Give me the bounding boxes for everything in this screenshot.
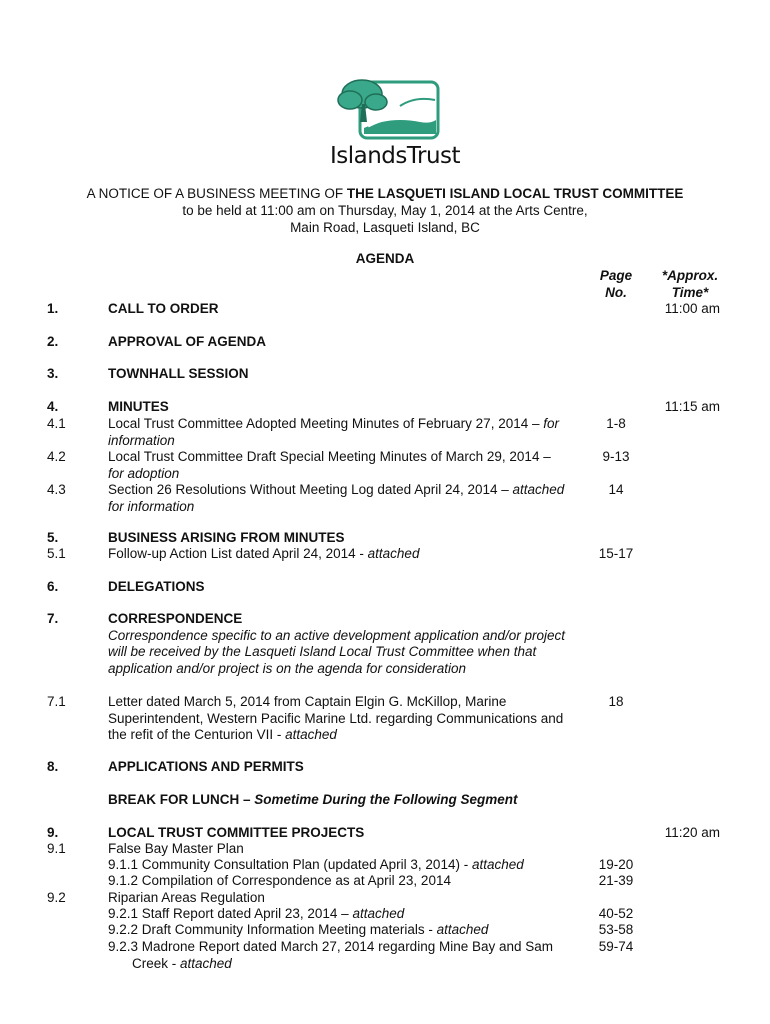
- item-status: attached: [436, 922, 489, 937]
- correspondence-note-line3: application and/or project is on the agenda for consideration: [108, 660, 466, 676]
- item-text: 9.2.1 Staff Report dated April 23, 2014 –: [108, 906, 353, 921]
- lunch-break-note: [108, 792, 588, 809]
- item-9-1-title: False Bay Master Plan: [108, 841, 244, 856]
- item-text: Local Trust Committee Draft Special Meeting Minutes of March 29, 2014 –: [108, 449, 551, 464]
- item-delegations: DELEGATIONS: [108, 579, 205, 594]
- committee-name: THE LASQUETI ISLAND LOCAL TRUST COMMITTEE: [346, 186, 684, 201]
- item-text: Local Trust Committee Adopted Meeting Minutes of February 27, 2014 –: [108, 416, 544, 431]
- item-status: attached: [512, 482, 565, 497]
- item-9-2-2: [108, 922, 588, 939]
- item-number: 4.: [47, 399, 59, 414]
- item-status-cont: for information: [108, 498, 195, 514]
- item-minutes: MINUTES: [108, 399, 169, 414]
- meeting-notice-line2: to be held at 11:00 am on Thursday, May 1, 2014 at the Arts Centre,: [182, 203, 588, 218]
- page-column-header: [590, 268, 642, 301]
- item-9-1-1: [108, 857, 588, 874]
- item-number: 1.: [47, 301, 59, 316]
- item-business-arising: BUSINESS ARISING FROM MINUTES: [108, 530, 345, 545]
- item-applications-permits: APPLICATIONS AND PERMITS: [108, 759, 304, 774]
- item-approval-of-agenda: APPROVAL OF AGENDA: [108, 334, 267, 349]
- item-status: attached: [367, 546, 420, 561]
- item-status-cont: information: [108, 432, 175, 448]
- item-number: 4.3: [47, 482, 66, 497]
- item-page: 1-8: [606, 416, 626, 431]
- item-text: Section 26 Resolutions Without Meeting Log dated April 24, 2014 –: [108, 482, 513, 497]
- item-status: for: [543, 416, 560, 431]
- item-number: 9.2: [47, 890, 66, 905]
- item-page: 59-74: [598, 939, 634, 954]
- item-ltc-projects: LOCAL TRUST COMMITTEE PROJECTS: [108, 825, 365, 840]
- item-number: 5.1: [47, 546, 66, 561]
- item-status: attached: [180, 955, 232, 971]
- item-number: 5.: [47, 530, 59, 545]
- item-4-3-description: [108, 482, 588, 515]
- item-page: 53-58: [598, 922, 634, 937]
- item-number: 9.1: [47, 841, 66, 856]
- item-title: CORRESPONDENCE: [108, 611, 243, 626]
- agenda-heading: AGENDA: [355, 251, 415, 266]
- item-correspondence: [108, 611, 588, 677]
- item-text-line2: Superintendent, Western Pacific Marine Ltd. regarding Communications and: [108, 710, 564, 726]
- item-9-2-3: [108, 939, 588, 972]
- page-header-line2: No.: [605, 284, 627, 300]
- item-townhall-session: TOWNHALL SESSION: [108, 366, 249, 381]
- item-page: 9-13: [602, 449, 630, 464]
- item-text: Follow-up Action List dated April 24, 2014 -: [108, 546, 368, 561]
- item-status: for adoption: [108, 465, 180, 481]
- item-status: attached: [471, 857, 524, 872]
- item-number: 9.: [47, 825, 59, 840]
- item-4-2-description: [108, 449, 588, 482]
- time-header-line2: Time*: [671, 284, 709, 300]
- notice-prefix: A NOTICE OF A BUSINESS MEETING OF: [86, 186, 347, 201]
- item-5-1-description: [108, 546, 588, 563]
- item-page: 14: [608, 482, 624, 497]
- item-status: attached: [352, 906, 405, 921]
- item-page: 19-20: [598, 857, 634, 872]
- item-number: 4.2: [47, 449, 66, 464]
- item-time: 11:00 am: [664, 301, 720, 316]
- item-number: 7.1: [47, 694, 66, 709]
- logo-wordmark: IslandsTrust: [329, 143, 461, 169]
- item-text: 9.1.1 Community Consultation Plan (updated April 3, 2014) -: [108, 857, 472, 872]
- item-number: 2.: [47, 334, 59, 349]
- item-number: 8.: [47, 759, 59, 774]
- item-page: 21-39: [598, 873, 634, 888]
- item-time: 11:20 am: [664, 825, 720, 840]
- item-number: 3.: [47, 366, 59, 381]
- lunch-label: BREAK FOR LUNCH –: [108, 792, 255, 807]
- item-status: attached: [285, 727, 337, 742]
- item-call-to-order: CALL TO ORDER: [108, 301, 219, 316]
- time-header-line1: *Approx.: [661, 268, 719, 283]
- item-text-cont: Creek -: [132, 955, 181, 971]
- item-number: 4.1: [47, 416, 66, 431]
- item-page: 18: [608, 694, 624, 709]
- item-4-1-description: [108, 416, 588, 449]
- item-number: 7.: [47, 611, 59, 626]
- item-9-2-title: Riparian Areas Regulation: [108, 890, 265, 905]
- item-time: 11:15 am: [664, 399, 720, 414]
- islands-trust-logo-icon: [320, 76, 470, 142]
- item-page: 40-52: [598, 906, 634, 921]
- correspondence-note-line2: will be received by the Lasqueti Island Local Trust Committee when that: [108, 644, 537, 659]
- meeting-notice-line1: [0, 186, 770, 203]
- item-page: 15-17: [598, 546, 634, 561]
- page-header-line1: Page: [599, 268, 633, 283]
- item-number: 6.: [47, 579, 59, 594]
- correspondence-note-line1: Correspondence specific to an active development application and/or project: [108, 627, 566, 643]
- item-9-1-2: 9.1.2 Compilation of Correspondence as at April 23, 2014: [108, 873, 451, 888]
- item-text: 9.2.3 Madrone Report dated March 27, 2014 regarding Mine Bay and Sam: [108, 939, 554, 954]
- item-9-2-1: [108, 906, 588, 923]
- islands-trust-logo: [320, 76, 470, 172]
- item-text-line3: the refit of the Centurion VII -: [108, 727, 286, 742]
- item-text-line1: Letter dated March 5, 2014 from Captain Elgin G. McKillop, Marine: [108, 694, 507, 709]
- time-column-header: [640, 268, 740, 301]
- lunch-timing: Sometime During the Following Segment: [254, 792, 518, 807]
- meeting-notice-line3: Main Road, Lasqueti Island, BC: [290, 220, 480, 235]
- item-7-1-description: [108, 694, 588, 744]
- item-text: 9.2.2 Draft Community Information Meeting materials -: [108, 922, 437, 937]
